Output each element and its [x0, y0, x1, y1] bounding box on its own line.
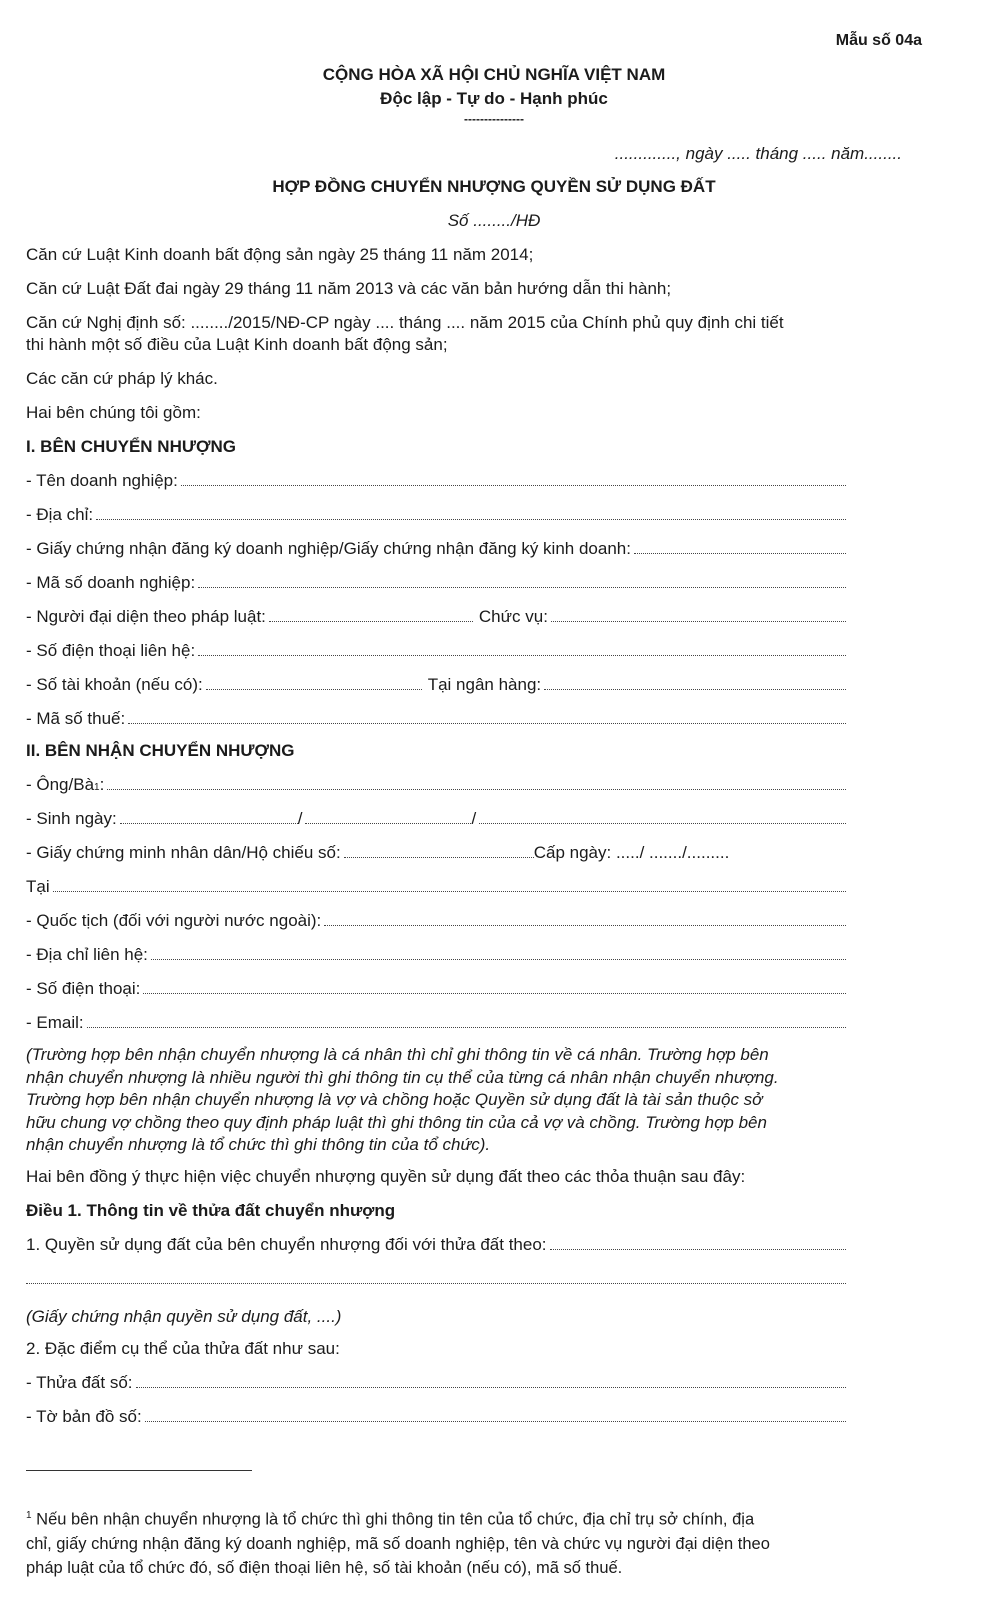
- fill-line: [145, 1406, 846, 1422]
- footnote-line: [26, 1504, 936, 1532]
- email-label: - Email:: [26, 1013, 84, 1032]
- field-phone[interactable]: [26, 640, 846, 662]
- fill-line: [151, 944, 846, 960]
- fill-line: [634, 538, 846, 554]
- fill-line: [181, 470, 846, 486]
- field-address[interactable]: [26, 504, 846, 526]
- section-transferee-heading: II. BÊN NHẬN CHUYỂN NHƯỢNG: [26, 741, 295, 760]
- fill-line: [107, 774, 846, 790]
- address-label: - Địa chỉ:: [26, 505, 94, 524]
- enterprise-code-label: - Mã số doanh nghiệp:: [26, 573, 196, 592]
- field-contact-address[interactable]: [26, 944, 846, 966]
- footnote: [26, 1504, 936, 1580]
- date-line: ............., ngày ..... tháng ..... năm........: [614, 144, 902, 163]
- footnote-divider: [26, 1470, 252, 1471]
- tax-code-label: - Mã số thuế:: [26, 709, 126, 728]
- fill-line: [269, 606, 473, 622]
- contact-address-label: - Địa chỉ liên hệ:: [26, 945, 148, 964]
- position-label: Chức vụ:: [478, 607, 548, 626]
- note-line: (Trường hợp bên nhận chuyển nhượng là cá nhân thì chỉ ghi thông tin về cá nhân. Trường hợp bên: [26, 1045, 769, 1064]
- fill-line: [344, 842, 534, 858]
- fill-line: [53, 876, 846, 892]
- field-map-sheet[interactable]: [26, 1406, 846, 1428]
- note-line: hữu chung vợ chồng theo quy định pháp luật thì ghi thông tin của cả vợ và chồng. Trường hợp bên: [26, 1112, 767, 1132]
- fill-line: [544, 674, 846, 690]
- legal-basis-other: Các căn cứ pháp lý khác.: [26, 369, 218, 388]
- field-enterprise-code[interactable]: [26, 572, 846, 594]
- field-email[interactable]: [26, 1012, 846, 1034]
- legal-basis-3-cont: thi hành một số điều của Luật Kinh doanh bất động sản;: [26, 335, 448, 354]
- header-separator: ---------------: [464, 112, 524, 126]
- fill-line: [143, 978, 846, 994]
- plot-details-heading: 2. Đặc điểm cụ thể của thửa đất như sau:: [26, 1339, 340, 1358]
- parties-intro: Hai bên chúng tôi gồm:: [26, 403, 201, 422]
- field-plot-number[interactable]: [26, 1372, 846, 1394]
- field-birth-date[interactable]: [26, 808, 846, 830]
- company-name-label: - Tên doanh nghiệp:: [26, 471, 178, 490]
- fill-line: [136, 1372, 846, 1388]
- document-title: HỢP ĐỒNG CHUYỂN NHƯỢNG QUYỀN SỬ DỤNG ĐẤT: [272, 177, 716, 196]
- legal-basis-1: Căn cứ Luật Kinh doanh bất động sản ngày 25 tháng 11 năm 2014;: [26, 245, 534, 264]
- fill-line: [206, 674, 422, 690]
- map-sheet-label: - Tờ bản đồ số:: [26, 1407, 142, 1426]
- legal-rep-label: - Người đại diện theo pháp luật:: [26, 607, 266, 626]
- land-right-label: 1. Quyền sử dụng đất của bên chuyển nhượng đối với thửa đất theo:: [26, 1235, 547, 1254]
- fill-line: [324, 910, 846, 926]
- article-1-heading: Điều 1. Thông tin về thửa đất chuyển nhượng: [26, 1201, 396, 1220]
- field-nationality[interactable]: [26, 910, 846, 932]
- fill-line: [198, 640, 846, 656]
- note-line: nhận chuyển nhượng là tổ chức thì ghi thông tin của tổ chức).: [26, 1135, 491, 1154]
- person-label: - Ông/Bà: [26, 775, 95, 794]
- field-phone-2[interactable]: [26, 978, 846, 1000]
- footnote-marker: 1: [26, 1510, 32, 1521]
- note-line: Trường hợp bên nhận chuyển nhượng là vợ và chồng hoặc Quyền sử dụng đất là tài sản thuộc sở: [26, 1090, 763, 1109]
- phone-label: - Số điện thoại liên hệ:: [26, 641, 196, 660]
- date-separator: /: [297, 809, 303, 828]
- certificate-note: (Giấy chứng nhận quyền sử dụng đất, ....): [26, 1307, 342, 1326]
- field-account[interactable]: [26, 674, 846, 696]
- fill-line: [550, 1234, 846, 1250]
- field-land-right-basis[interactable]: [26, 1234, 846, 1256]
- country-heading: CỘNG HÒA XÃ HỘI CHỦ NGHĨA VIỆT NAM: [322, 65, 666, 84]
- field-land-right-basis-cont[interactable]: [26, 1268, 846, 1284]
- fill-line: [551, 606, 846, 622]
- nationality-label: - Quốc tịch (đối với người nước ngoài):: [26, 911, 322, 930]
- fill-line: [305, 808, 471, 824]
- fill-line: [198, 572, 846, 588]
- colon: :: [99, 775, 105, 794]
- fill-line: [128, 708, 846, 724]
- fill-line: [87, 1012, 846, 1028]
- fill-line: [479, 808, 846, 824]
- footnote-text: Nếu bên nhận chuyển nhượng là tổ chức thì ghi thông tin tên của tổ chức, địa chỉ trụ sở chính, địa: [36, 1510, 755, 1529]
- form-code: Mẫu số 04a: [835, 32, 922, 49]
- transferee-note: [26, 1044, 906, 1157]
- phone-2-label: - Số điện thoại:: [26, 979, 141, 998]
- place-label: Tại: [26, 877, 50, 896]
- fill-line: [26, 1268, 846, 1284]
- field-business-cert[interactable]: [26, 538, 846, 560]
- issued-label: Cấp ngày: ...../ ......./.........: [533, 843, 730, 862]
- footnote-line: pháp luật của tổ chức đó, số điện thoại liên hệ, số tài khoản (nếu có), mã số thuế.: [26, 1558, 623, 1577]
- id-card-label: - Giấy chứng minh nhân dân/Hộ chiếu số:: [26, 843, 341, 862]
- birth-label: - Sinh ngày:: [26, 809, 117, 828]
- field-tax-code[interactable]: [26, 708, 846, 730]
- agreement-line: Hai bên đồng ý thực hiện việc chuyển nhượng quyền sử dụng đất theo các thỏa thuận sau đây:: [26, 1167, 746, 1186]
- legal-basis-3: Căn cứ Nghị định số: ......../2015/NĐ-CP ngày .... tháng .... năm 2015 của Chính phủ quy định chi tiết: [26, 313, 784, 332]
- field-company-name[interactable]: [26, 470, 846, 492]
- field-id-card[interactable]: [26, 842, 846, 864]
- bank-label: Tại ngân hàng:: [427, 675, 542, 694]
- field-legal-rep[interactable]: [26, 606, 846, 628]
- fill-line: [96, 504, 846, 520]
- field-place[interactable]: [26, 876, 846, 898]
- footnote-ref: 1: [94, 782, 100, 793]
- contract-number: Số ......../HĐ: [447, 211, 541, 230]
- fill-line: [120, 808, 298, 824]
- date-separator: /: [471, 809, 477, 828]
- footnote-line: chỉ, giấy chứng nhận đăng ký doanh nghiệp, mã số doanh nghiệp, tên và chức vụ người đại diện theo: [26, 1534, 770, 1553]
- plot-number-label: - Thửa đất số:: [26, 1373, 133, 1392]
- motto: Độc lập - Tự do - Hạnh phúc: [380, 89, 608, 108]
- note-line: nhận chuyển nhượng là nhiều người thì ghi thông tin cụ thể của từng cá nhân nhận chuyển nhượng.: [26, 1067, 779, 1087]
- account-label: - Số tài khoản (nếu có):: [26, 675, 203, 694]
- legal-basis-2: Căn cứ Luật Đất đai ngày 29 tháng 11 năm 2013 và các văn bản hướng dẫn thi hành;: [26, 279, 672, 298]
- business-cert-label: - Giấy chứng nhận đăng ký doanh nghiệp/Giấy chứng nhận đăng ký kinh doanh:: [26, 539, 631, 558]
- section-transferor-heading: I. BÊN CHUYỂN NHƯỢNG: [26, 437, 236, 456]
- field-person[interactable]: [26, 774, 846, 799]
